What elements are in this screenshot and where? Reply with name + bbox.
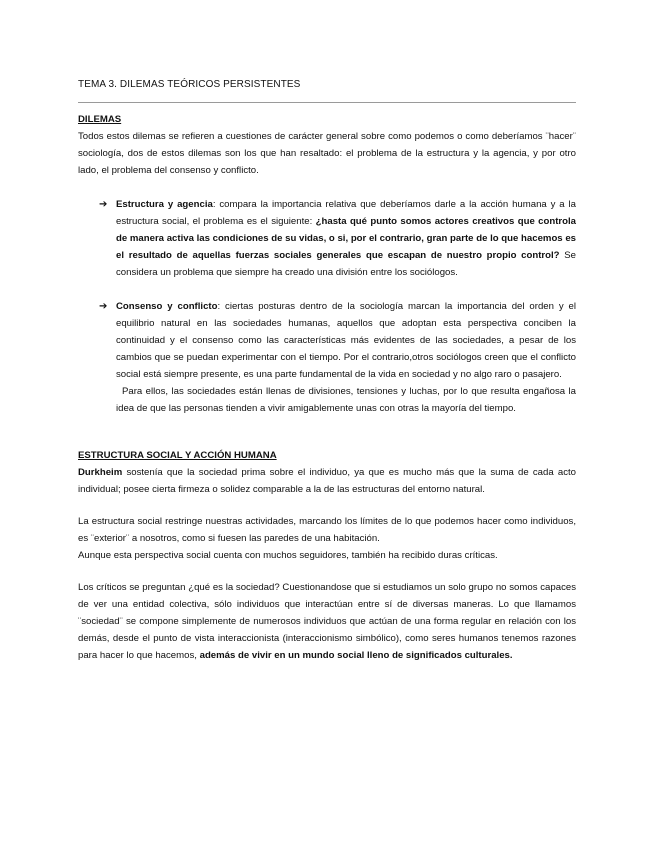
estructura-paragraph-1: Durkheim sostenía que la sociedad prima sobre el individuo, ya que es mucho más que la suma de cada acto individual; posee cierta firmeza o solidez comparable a la de las estructuras del entorno natural. <box>78 467 576 495</box>
section-heading-estructura: ESTRUCTURA SOCIAL Y ACCIÓN HUMANA <box>78 450 277 461</box>
arrow-right-icon: ➔ <box>99 199 108 210</box>
dilemas-intro: Todos estos dilemas se refieren a cuestiones de carácter general sobre como podemos o como deberíamos ¨hacer¨ sociología, dos de estos dilemas son los que han resaltado: el problema de la estructura y la agencia, y por otro lado, el problema del consenso y conflicto. <box>78 131 576 176</box>
section-heading-dilemas: DILEMAS <box>78 114 122 125</box>
bold-phrase: además de vivir en un mundo social lleno de significados culturales. <box>199 650 513 661</box>
document-page <box>78 78 576 664</box>
arrow-right-icon: ➔ <box>99 301 108 312</box>
bullet-term: Estructura y agencia <box>116 199 213 210</box>
bullet-term: Consenso y conflicto <box>116 301 218 312</box>
bullet-question: ¿hasta qué punto somos actores creativos que controla de manera activa las condiciones de su vidas, o si, por el contrario, gran parte de lo que hacemos es el resultado de aquellas fuerzas sociales generales que escapan de nuestro propio control? <box>116 216 576 261</box>
bullet-consenso-conflicto <box>78 298 576 417</box>
bullet-body-end: Se considera un problema que siempre ha creado una división entre los sociólogos. <box>116 250 577 278</box>
durkheim-term: Durkheim <box>78 467 123 478</box>
bullet-body: : ciertas posturas dentro de la sociología marcan la importancia del orden y el equilibrio natural en las sociedades humanas, aquellos que adoptan esta perspectiva conciben la continuidad y el consenso como las características más evidentes de las sociedades, a pesar de los cambios que se puedan experimentar con el tiempo. Por el contrario,otros sociólogos creen que el conflicto social está siempre presente, es una parte fundamental de la vida en sociedad y no algo raro o pasajero. <box>116 301 577 380</box>
estructura-paragraph-2: La estructura social restringe nuestras actividades, marcando los límites de lo que podemos hacer como individuos, es ¨exterior¨ a nosotros, como si fuesen las paredes de una habitación. Aunque esta perspectiva social cuenta con muchos seguidores, también ha recibido duras críticas. <box>78 516 576 561</box>
bullet-estructura-agencia <box>78 196 576 281</box>
document-title: TEMA 3. DILEMAS TEÓRICOS PERSISTENTES <box>78 79 301 90</box>
bullet-body: : compara la importancia relativa que deberíamos darle a la acción humana y a la estructura social, el problema es el siguiente: <box>116 199 576 227</box>
bullet-text <box>116 196 576 281</box>
bullet-text <box>116 298 576 383</box>
bullet-paragraph-2: Para ellos, las sociedades están llenas de divisiones, tensiones y luchas, por lo que resulta engañosa la idea de que las personas tienden a vivir amigablemente unas con otras la mayoría del tiempo. <box>116 386 576 414</box>
title-divider <box>78 102 576 103</box>
estructura-paragraph-3: Los críticos se preguntan ¿qué es la sociedad? Cuestionandose que si estudiamos un solo grupo no somos capaces de ver una entidad colectiva, sólo individuos que interactúan entre sí de diversas maneras. Lo que llamamos ¨sociedad¨ se compone simplemente de numerosos individuos que actúan de una forma regular en relación con los demás, desde el punto de vista interaccionista (interaccionismo simbólico), como seres humanos tenemos razones para hacer lo que hacemos, además de vivir en un mundo social lleno de significados culturales. <box>78 582 576 661</box>
